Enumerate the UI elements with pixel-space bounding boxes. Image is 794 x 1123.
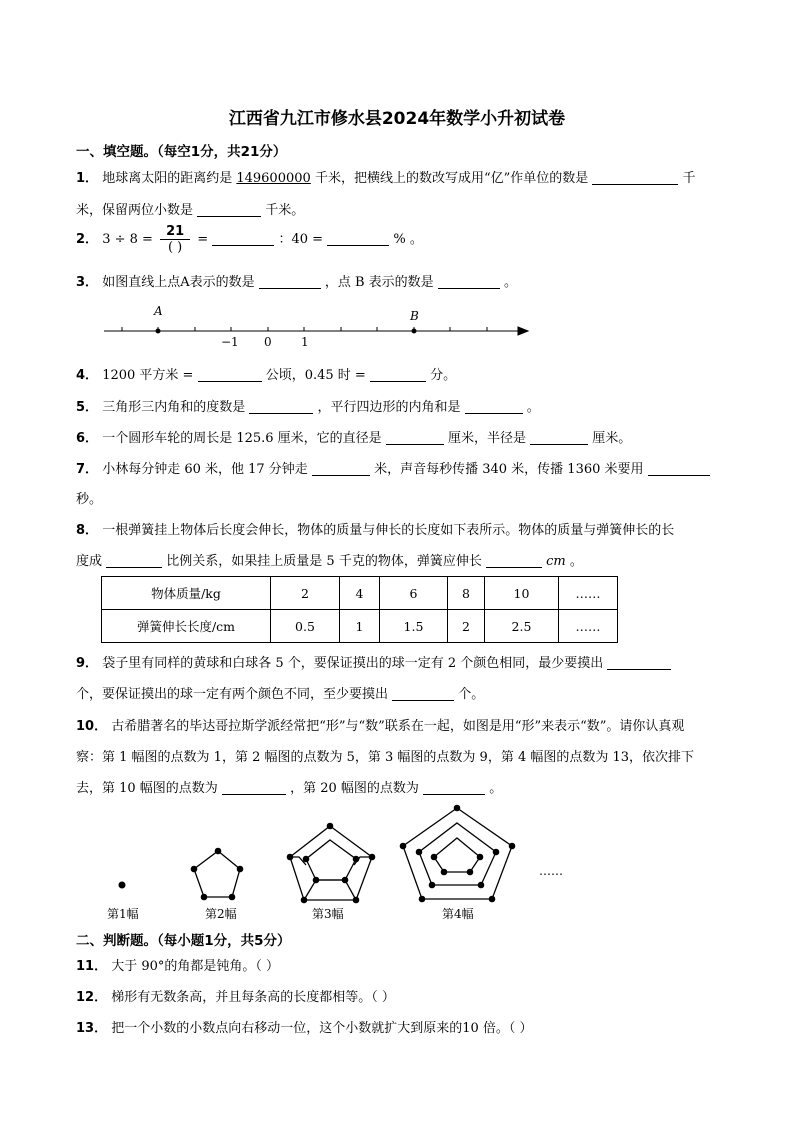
q5-text-c: 。: [526, 400, 540, 415]
q9-text-c: 个。: [458, 687, 485, 702]
q12-number: 12．: [76, 990, 108, 1005]
q8-number: 8．: [76, 523, 99, 538]
table-cell: ……: [559, 577, 618, 610]
q5-answer-blank-2[interactable]: [465, 400, 523, 414]
figure-3-pentagons: [290, 826, 372, 900]
q1-underlined-number: 149600000: [236, 171, 311, 186]
q2-fraction-denominator-blank[interactable]: ( ): [167, 240, 183, 255]
q13-text[interactable]: 把一个小数的小数点向右移动一位，这个小数就扩大到原来的10 倍。（ ）: [111, 1021, 533, 1036]
tick-label-1: 1: [301, 335, 309, 349]
figure-4-dots: [400, 805, 516, 903]
q8-answer-blank-1[interactable]: [106, 554, 162, 568]
q4-text-c: 分。: [430, 368, 457, 383]
question-10-line-1: [76, 715, 684, 734]
q2-text-b: =: [197, 232, 209, 247]
table-cell: 8: [448, 577, 485, 610]
figure-2-label: 第2幅: [205, 907, 237, 921]
q7-answer-blank-2[interactable]: [648, 462, 710, 476]
q4-answer-blank-2[interactable]: [370, 368, 426, 382]
q10-text-c: 去，第 10 幅图的点数为: [76, 781, 218, 796]
question-10-line-2: [76, 746, 694, 765]
question-8-line-2: [76, 550, 583, 569]
q10-text-b: 察：第 1 幅图的点数为 1，第 2 幅图的点数为 5，第 3 幅图的点数为 9，第 4 幅图的点数为 13，依次排下: [76, 750, 695, 765]
q1-text-c: 千: [682, 171, 696, 186]
figure-2-pentagon: [194, 851, 240, 897]
number-line-arrow-icon: [518, 327, 528, 335]
point-a-marker: [156, 329, 161, 334]
point-b-label: B: [410, 309, 419, 323]
figure-4-label: 第4幅: [442, 907, 474, 921]
q7-text-a: 小林每分钟走 60 米，他 17 分钟走: [102, 462, 308, 477]
question-6: [76, 427, 631, 446]
q8-answer-blank-2[interactable]: [486, 554, 542, 568]
q4-answer-blank-1[interactable]: [198, 368, 262, 382]
q7-number: 7．: [76, 462, 99, 477]
q5-number: 5．: [76, 400, 99, 415]
table-row: [102, 577, 618, 610]
q9-text-a: 袋子里有同样的黄球和白球各 5 个，要保证摸出的球一定有 2 个颜色相同，最少要摸出: [102, 656, 604, 671]
q10-number: 10．: [76, 719, 108, 734]
q6-answer-blank-1[interactable]: [386, 431, 444, 445]
table-cell: ……: [559, 610, 618, 643]
question-4: [76, 364, 456, 383]
q3-text-c: 。: [503, 275, 517, 290]
q1-text-d: 米，保留两位小数是: [76, 203, 194, 218]
question-11: [76, 955, 279, 974]
q9-number: 9．: [76, 656, 99, 671]
question-8-line-1: [76, 519, 674, 538]
q11-text[interactable]: 大于 90°的角都是钝角。（ ）: [111, 959, 280, 974]
q6-text-b: 厘米，半径是: [447, 431, 526, 446]
q1-text-b: 千米，把横线上的数改写成用“亿”作单位的数是: [314, 171, 589, 186]
q10-text-a: 古希腊著名的毕达哥拉斯学派经常把“形”与“数”联系在一起，如图是用“形”来表示“数”。请你认真观: [111, 719, 685, 734]
point-b-marker: [412, 329, 417, 334]
q9-answer-blank-2[interactable]: [392, 687, 454, 701]
q12-text[interactable]: 梯形有无数条高，并且每条高的长度都相等。（ ）: [111, 990, 395, 1005]
q6-number: 6．: [76, 431, 99, 446]
table-cell: 1.5: [380, 610, 448, 643]
q2-number: 2．: [76, 232, 99, 247]
q2-text-c: ：40 =: [278, 232, 324, 247]
table-row: [102, 610, 618, 643]
q6-answer-blank-2[interactable]: [530, 431, 588, 445]
q10-answer-blank-2[interactable]: [423, 781, 485, 795]
question-7-line-2: [76, 488, 102, 507]
q5-answer-blank-1[interactable]: [249, 400, 313, 414]
q7-text-b: 米，声音每秒传播 340 米，传播 1360 米要用: [374, 462, 644, 477]
question-5: [76, 396, 540, 415]
tick-label-0: 0: [264, 335, 272, 349]
spring-data-table: [101, 576, 618, 643]
q6-text-a: 一个圆形车轮的周长是 125.6 厘米，它的直径是: [102, 431, 382, 446]
q8-text-d: 。: [569, 554, 583, 569]
q9-answer-blank-1[interactable]: [607, 656, 671, 670]
q1-text-e: 千米。: [265, 203, 305, 218]
table-row-label: 物体质量/kg: [102, 577, 271, 610]
q8-unit: cm: [546, 554, 566, 569]
table-row-label: 弹簧伸长长度/cm: [102, 610, 271, 643]
table-cell: 2: [448, 610, 485, 643]
page-title: 江西省九江市修水县2024年数学小升初试卷: [228, 109, 566, 129]
q7-text-c: 秒。: [76, 492, 103, 507]
q3-text-b: ，点 B 表示的数是: [324, 275, 434, 290]
q3-text-a: 如图直线上点A表示的数是: [102, 275, 255, 290]
q11-number: 11．: [76, 959, 108, 974]
number-line: [104, 327, 528, 335]
q8-text-c: 比例关系，如果挂上质量是 5 千克的物体，弹簧应伸长: [166, 554, 482, 569]
q2-text-d: % 。: [393, 232, 423, 247]
q1-text-a: 地球离太阳的距离约是: [102, 171, 233, 186]
table-cell: 1: [340, 610, 380, 643]
question-13: [76, 1017, 533, 1036]
question-12: [76, 986, 395, 1005]
q10-text-e: 。: [489, 781, 503, 796]
figure-3-dots: [287, 823, 376, 904]
section-1-heading: 一、填空题。（每空1分，共21分）: [76, 144, 287, 160]
figure-1-label: 第1幅: [107, 907, 139, 921]
question-9-line-1: [76, 652, 671, 671]
table-cell: 2.5: [485, 610, 559, 643]
figure-ellipsis: ……: [539, 864, 563, 878]
q2-text-a: 3 ÷ 8 =: [102, 232, 153, 247]
q4-text-a: 1200 平方米 =: [102, 368, 194, 383]
question-10-line-3: [76, 777, 502, 796]
table-cell: 6: [380, 577, 448, 610]
question-7-line-1: [76, 458, 710, 477]
q5-text-b: ，平行四边形的内角和是: [317, 400, 461, 415]
tick-label-neg1: −1: [221, 335, 239, 349]
q8-text-b: 度成: [76, 554, 103, 569]
q1-number: 1．: [76, 171, 99, 186]
q4-text-b: 公顷，0.45 时 =: [265, 368, 366, 383]
figure-3-label: 第3幅: [312, 907, 344, 921]
table-cell: 0.5: [271, 610, 340, 643]
table-cell: 10: [485, 577, 559, 610]
q9-text-b: 个，要保证摸出的球一定有两个颜色不同，至少要摸出: [76, 687, 389, 702]
q10-answer-blank-1[interactable]: [222, 781, 286, 795]
q8-text-a: 一根弹簧挂上物体后长度会伸长，物体的质量与伸长的长度如下表所示。物体的质量与弹簧伸长的长: [102, 523, 675, 538]
q4-number: 4．: [76, 368, 99, 383]
section-2-heading: 二、判断题。（每小题1分，共5分）: [76, 933, 291, 949]
q7-answer-blank-1[interactable]: [312, 462, 370, 476]
q5-text-a: 三角形三内角和的度数是: [102, 400, 246, 415]
q6-text-c: 厘米。: [592, 431, 632, 446]
q2-fraction-numerator: 21: [160, 224, 190, 240]
figure-1-dot: [119, 882, 126, 889]
figure-2-dots: [191, 848, 244, 901]
question-9-line-2: [76, 683, 484, 702]
q13-number: 13．: [76, 1021, 108, 1036]
point-a-label: A: [154, 304, 163, 318]
q3-number: 3．: [76, 275, 99, 290]
table-cell: 2: [271, 577, 340, 610]
q10-text-d: ，第 20 幅图的点数为: [290, 781, 419, 796]
table-cell: 4: [340, 577, 380, 610]
